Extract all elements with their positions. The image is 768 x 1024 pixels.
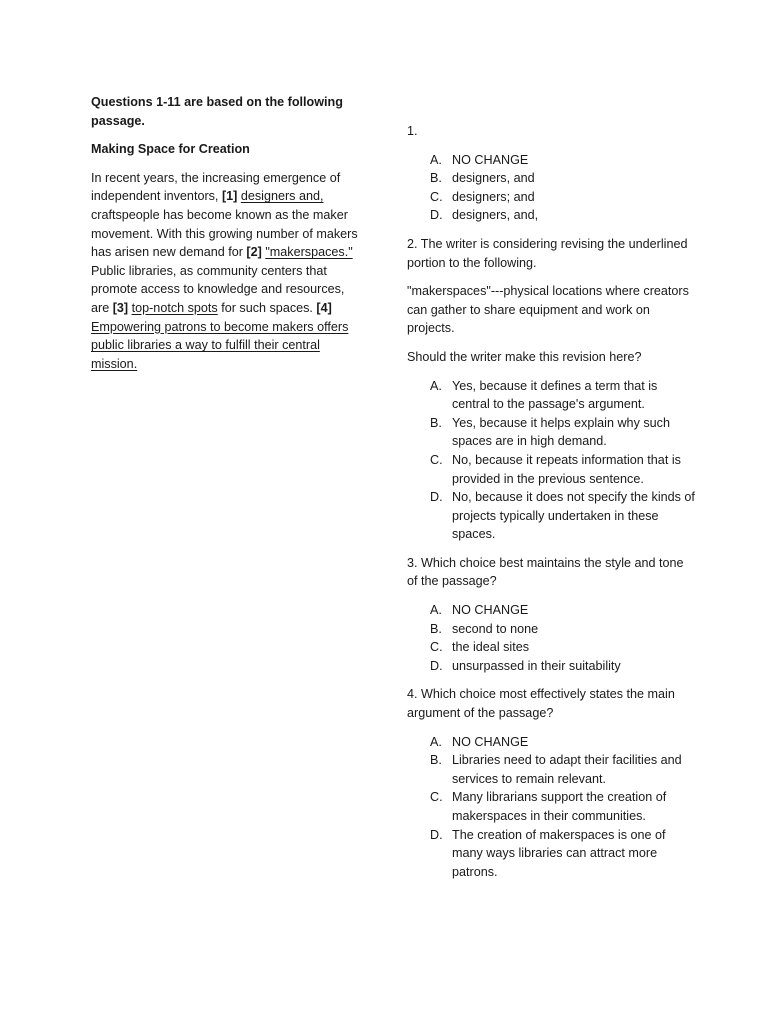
underlined-portion-3: top-notch spots: [131, 300, 218, 315]
passage-intro: Questions 1-11 are based on the following passage.: [91, 95, 343, 128]
answer-choice[interactable]: [407, 206, 697, 225]
passage-text: for such spaces.: [217, 300, 317, 315]
answer-choice[interactable]: [407, 826, 697, 882]
question-2-stem: 2. The writer is considering revising the underlined portion to the following.: [407, 236, 688, 270]
question-2-choices: [407, 377, 697, 544]
choice-text: Yes, because it defines a term that is central to the passage's argument.: [452, 378, 658, 412]
choice-letter: B.: [430, 753, 442, 768]
underlined-portion-4: Empowering patrons to become makers offers public libraries a way to fulfill their central mission.: [91, 319, 349, 371]
passage-body: [91, 169, 363, 374]
choice-text: No, because it repeats information that is provided in the previous sentence.: [452, 452, 681, 486]
choice-text: Many librarians support the creation of makerspaces in their communities.: [452, 790, 667, 823]
choice-letter: D.: [430, 827, 443, 842]
question-4-stem: 4. Which choice most effectively states the main argument of the passage?: [407, 687, 675, 721]
question-1-choices: [407, 151, 697, 225]
question-1-stem: 1.: [407, 124, 418, 138]
choice-text: No, because it does not specify the kinds of projects typically undertaken in these spaces.: [452, 490, 695, 542]
choice-letter: B.: [430, 171, 442, 186]
choice-letter: A.: [430, 152, 442, 167]
underlined-portion-1: designers and,: [240, 189, 324, 204]
answer-choice[interactable]: [407, 601, 697, 620]
choice-text: designers; and: [452, 189, 535, 204]
question-marker: [1]: [221, 189, 238, 204]
choice-text: NO CHANGE: [452, 734, 529, 749]
choice-text: designers, and: [452, 171, 535, 186]
passage-text: craftspeople has become known as the maker movement. With this growing number of makers has arisen new demand for: [91, 207, 358, 260]
passage-title: Making Space for Creation: [91, 142, 250, 157]
question-2-revision-quote: "makerspaces"---physical locations where creators can gather to share equipment and work on projects.: [407, 284, 689, 336]
choice-letter: C.: [430, 790, 443, 805]
underlined-portion-2: "makerspaces.": [265, 245, 353, 260]
choice-letter: C.: [430, 640, 443, 655]
choice-text: The creation of makerspaces is one of many ways libraries can attract more patrons.: [452, 827, 666, 879]
choice-letter: D.: [430, 658, 443, 673]
questions-column: [407, 122, 697, 891]
answer-choice[interactable]: [407, 414, 697, 451]
choice-letter: C.: [430, 189, 443, 204]
choice-text: Yes, because it helps explain why such spaces are in high demand.: [452, 415, 670, 449]
question-marker: [3]: [112, 300, 129, 315]
choice-text: designers, and,: [452, 208, 539, 223]
passage-text: Public libraries, as community centers that promote access to knowledge and resources, are: [91, 263, 345, 315]
answer-choice[interactable]: [407, 733, 697, 752]
answer-choice[interactable]: [407, 751, 697, 788]
choice-text: the ideal sites: [452, 640, 530, 655]
choice-letter: B.: [430, 415, 442, 430]
choice-text: second to none: [452, 621, 539, 636]
question-2-ask: Should the writer make this revision here?: [407, 349, 642, 364]
answer-choice[interactable]: [407, 151, 697, 170]
answer-choice[interactable]: [407, 188, 697, 207]
choice-letter: D.: [430, 208, 443, 223]
question-marker: [4]: [316, 300, 332, 315]
answer-choice[interactable]: [407, 620, 697, 639]
choice-text: NO CHANGE: [452, 603, 529, 618]
answer-choice[interactable]: [407, 788, 697, 825]
choice-text: NO CHANGE: [452, 152, 529, 167]
passage-column: [91, 93, 363, 373]
answer-choice[interactable]: [407, 377, 697, 414]
choice-text: Libraries need to adapt their facilities and services to remain relevant.: [452, 753, 682, 786]
choice-letter: D.: [430, 490, 443, 505]
answer-choice[interactable]: [407, 169, 697, 188]
passage-text: In recent years, the increasing emergence of independent inventors,: [91, 170, 341, 204]
answer-choice[interactable]: [407, 451, 697, 488]
choice-text: unsurpassed in their suitability: [452, 658, 621, 673]
choice-letter: A.: [430, 603, 442, 618]
answer-choice[interactable]: [407, 657, 697, 676]
question-3-stem: 3. Which choice best maintains the style and tone of the passage?: [407, 555, 684, 589]
answer-choice[interactable]: [407, 488, 697, 544]
answer-choice[interactable]: [407, 638, 697, 657]
question-3-choices: [407, 601, 697, 675]
question-4-choices: [407, 733, 697, 882]
question-marker: [2]: [246, 245, 262, 260]
choice-letter: A.: [430, 378, 442, 393]
choice-letter: B.: [430, 621, 442, 636]
choice-letter: C.: [430, 452, 443, 467]
choice-letter: A.: [430, 734, 442, 749]
